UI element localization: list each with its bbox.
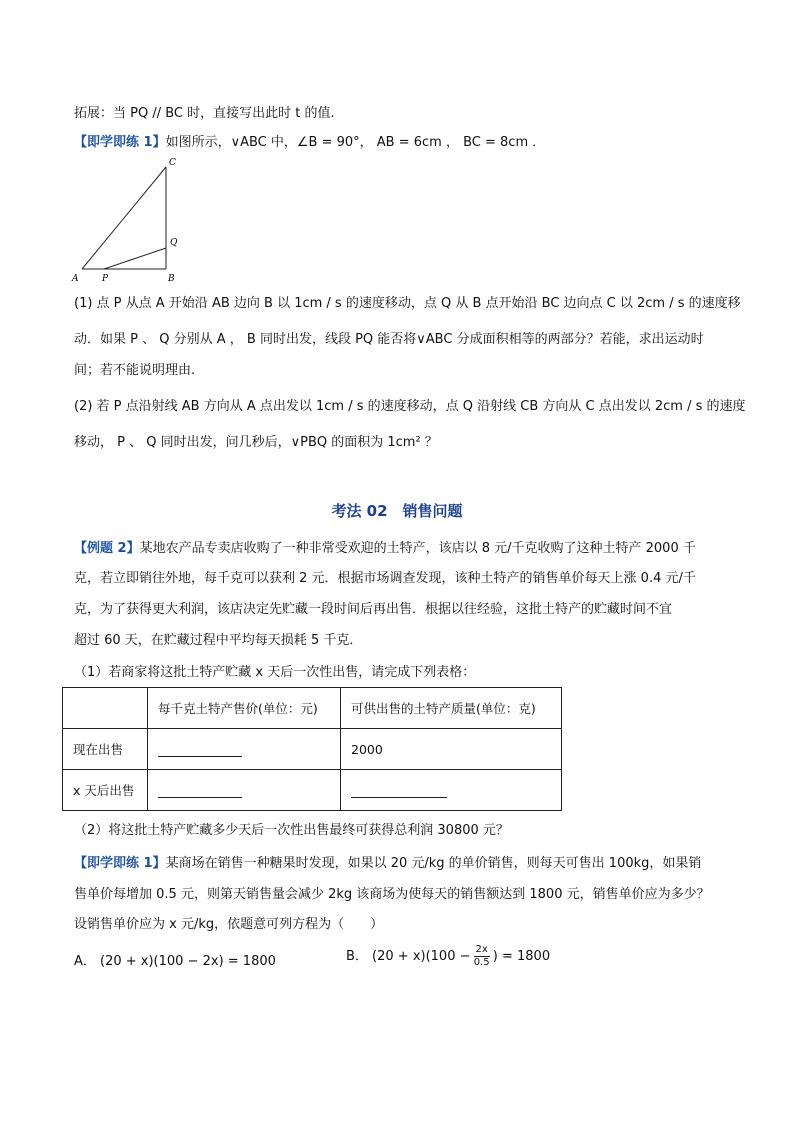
table-row [63, 770, 562, 811]
example2-text1: 某地农产品专卖店收购了一种非常受欢迎的土特产，该店以 8 元/千克收购了这种土特产 2000 千 [139, 541, 696, 556]
option-b[interactable] [346, 944, 550, 969]
example2-line3: 克，为了获得更大利润，该店决定先贮藏一段时间后再出售．根据以往经验，这批土特产的贮藏时间不宜 [74, 602, 673, 617]
answer-blank[interactable] [158, 742, 242, 757]
triangle-figure [66, 156, 191, 286]
fraction-denominator: 0.5 [473, 957, 490, 968]
example2-tag: 【例题 2】 [74, 541, 140, 556]
table-header-cell: 每千克土特产售价(单位：元) [148, 688, 341, 729]
q2-line1: (2) 若 P 点沿射线 AB 方向从 A 点出发以 1cm / s 的速度移动，点 Q 沿射线 CB 方向从 C 点出发以 2cm / s 的速度 [74, 399, 746, 414]
answer-blank[interactable] [158, 783, 242, 798]
q1-line2: 动．如果 P 、 Q 分别从 A ， B 同时出发，线段 PQ 能否将∨ABC 分成面积相等的两部分？若能，求出运动时 [74, 332, 704, 347]
practice2-tag: 【即学即练 1】 [74, 856, 166, 871]
table-header-row [63, 688, 562, 729]
row-label: x 天后出售 [63, 770, 148, 811]
practice1-tag: 【即学即练 1】 [74, 135, 166, 150]
table-row [63, 729, 562, 770]
row-label: 现在出售 [63, 729, 148, 770]
example2-sub1: （1）若商家将这批土特产贮藏 x 天后一次性出售，请完成下列表格： [74, 665, 476, 680]
q1-line1: (1) 点 P 从点 A 开始沿 AB 边向 B 以 1cm / s 的速度移动，点 Q 从 B 点开始沿 BC 边向点 C 以 2cm / s 的速度移 [74, 296, 741, 311]
practice2-line1 [74, 855, 701, 873]
option-b-suffix: ) = 1800 [492, 948, 551, 964]
side-ac [82, 167, 166, 269]
extension-text: 拓展：当 PQ // BC 时，直接写出此时 t 的值. [74, 106, 335, 121]
example2-line2: 克，若立即销往外地，每千克可以获利 2 元．根据市场调查发现，该种土特产的销售单价每天上涨 0.4 元/千 [74, 571, 696, 586]
answer-blank-cell [148, 770, 341, 811]
option-a[interactable]: A． (20 + x)(100 − 2x) = 1800 [74, 954, 276, 969]
fraction-numerator: 2x [475, 944, 488, 955]
option-b-fraction [474, 944, 490, 969]
example2-sub2: （2）将这批土特产贮藏多少天后一次性出售最终可获得总利润 30800 元？ [74, 823, 509, 838]
practice2-line3: 设销售单价应为 x 元/kg，依题意可列方程为（ ） [74, 917, 384, 932]
label-c: C [169, 158, 176, 168]
option-b-prefix: B． (20 + x)(100 − [346, 948, 471, 964]
section-title: 考法 02 销售问题 [331, 502, 463, 520]
mass-cell: 2000 [341, 729, 562, 770]
q2-line2: 移动， P 、 Q 同时出发，问几秒后，∨PBQ 的面积为 1cm² ？ [74, 435, 438, 450]
table-header-cell [63, 688, 148, 729]
label-q: Q [170, 238, 178, 248]
answer-blank-cell [148, 729, 341, 770]
example2-line4: 超过 60 天，在贮藏过程中平均每天损耗 5 千克． [74, 633, 363, 648]
practice2-line2: 售单价每增加 0.5 元，则第天销售量会减少 2kg 该商场为使每天的销售额达到 1800 元，销售单价应为多少？ [74, 887, 710, 902]
label-a: A [72, 274, 79, 284]
segment-pq [104, 248, 166, 269]
table-header-cell: 可供出售的土特产质量(单位：克) [341, 688, 562, 729]
practice1-intro: 如图所示，∨ABC 中，∠B = 90°， AB = 6cm ， BC = 8cm ． [165, 135, 546, 150]
label-p: P [102, 274, 109, 284]
practice2-text1: 某商场在销售一种糖果时发现，如果以 20 元/kg 的单价销售，则每天可售出 100kg，如果销 [165, 856, 702, 871]
practice1-line [74, 134, 545, 152]
q1-line3: 间；若不能说明理由. [74, 363, 196, 378]
example2-line1 [74, 540, 696, 558]
answer-blank[interactable] [351, 783, 447, 798]
label-b: B [168, 274, 175, 284]
price-table [62, 687, 562, 811]
answer-blank-cell [341, 770, 562, 811]
